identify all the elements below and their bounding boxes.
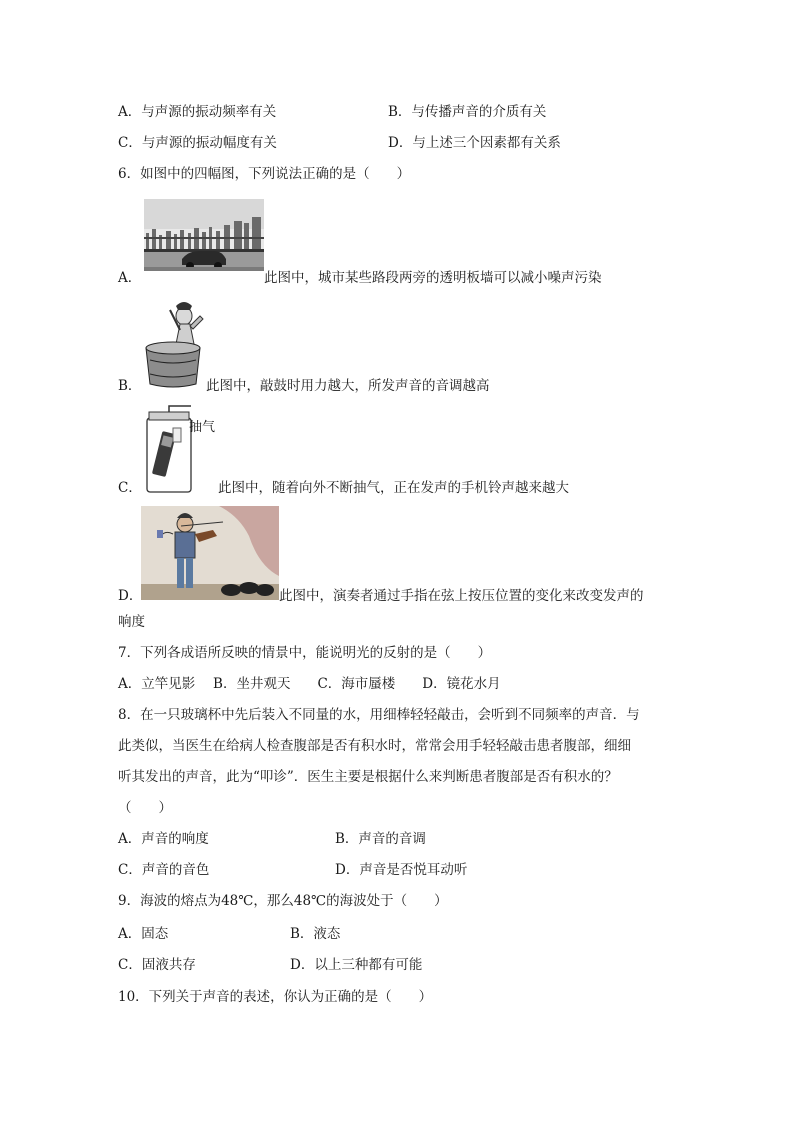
q8-line-1: 8．在一只玻璃杯中先后装入不同量的水，用细棒轻轻敲击，会听到不同频率的声音．与: [118, 707, 640, 723]
q7-stem: 7．下列各成语所反映的情景中，能说明光的反射的是（ ）: [118, 645, 492, 661]
q5-option-d: D．与上述三个因素都有关系: [388, 135, 561, 151]
q6-option-c-letter: C．: [118, 480, 142, 496]
q8-line-4: （ ）: [118, 800, 172, 816]
q6-option-a-text: 此图中，城市某些路段两旁的透明板墙可以减小噪声污染: [264, 270, 602, 286]
q6-stem: 6．如图中的四幅图，下列说法正确的是（ ）: [118, 166, 411, 182]
pump-air-label: 抽气: [189, 420, 216, 435]
q7-options: A．立竿见影 B．坐井观天 C．海市蜃楼 D．镜花水月: [118, 676, 501, 692]
q9-option-d: D．以上三种都有可能: [290, 957, 423, 973]
q5-option-c: C．与声源的振动幅度有关: [118, 135, 277, 151]
q6-option-b-text: 此图中，敲鼓时用力越大，所发声音的音调越高: [206, 378, 490, 394]
q8-line-3: 听其发出的声音，此为“叩诊”．医生主要是根据什么来判断患者腹部是否有积水的？: [118, 769, 618, 785]
violinist-image: [141, 506, 279, 600]
q9-option-c: C．固液共存: [118, 957, 196, 973]
q6-option-d-text-cont: 响度: [118, 614, 145, 630]
q6-option-d-text: 此图中，演奏者通过手指在弦上按压位置的变化来改变发声的: [279, 588, 644, 604]
q6-option-d-letter: D．: [118, 588, 143, 604]
drum-image: [140, 296, 206, 388]
q9-option-b: B．液态: [290, 926, 341, 942]
q8-option-b: B．声音的音调: [335, 831, 426, 847]
q6-option-b-letter: B．: [118, 378, 142, 394]
q5-option-b: B．与传播声音的介质有关: [388, 104, 547, 120]
q8-option-a: A．声音的响度: [118, 831, 209, 847]
q6-option-c-text: 此图中，随着向外不断抽气，正在发声的手机铃声越来越大: [218, 480, 569, 496]
q6-option-a-letter: A．: [118, 270, 142, 286]
q9-stem: 9．海波的熔点为48℃，那么48℃的海波处于（ ）: [118, 893, 448, 909]
q10-stem: 10．下列关于声音的表述，你认为正确的是（ ）: [118, 989, 433, 1005]
q5-option-a: A．与声源的振动频率有关: [118, 104, 277, 120]
q8-line-2: 此类似，当医生在给病人检查腹部是否有积水时，常常会用手轻轻敲击患者腹部，细细: [118, 738, 631, 754]
q9-option-a: A．固态: [118, 926, 169, 942]
noise-barrier-image: [144, 199, 264, 271]
q8-option-d: D．声音是否悦耳动听: [335, 862, 468, 878]
q8-option-c: C．声音的音色: [118, 862, 210, 878]
